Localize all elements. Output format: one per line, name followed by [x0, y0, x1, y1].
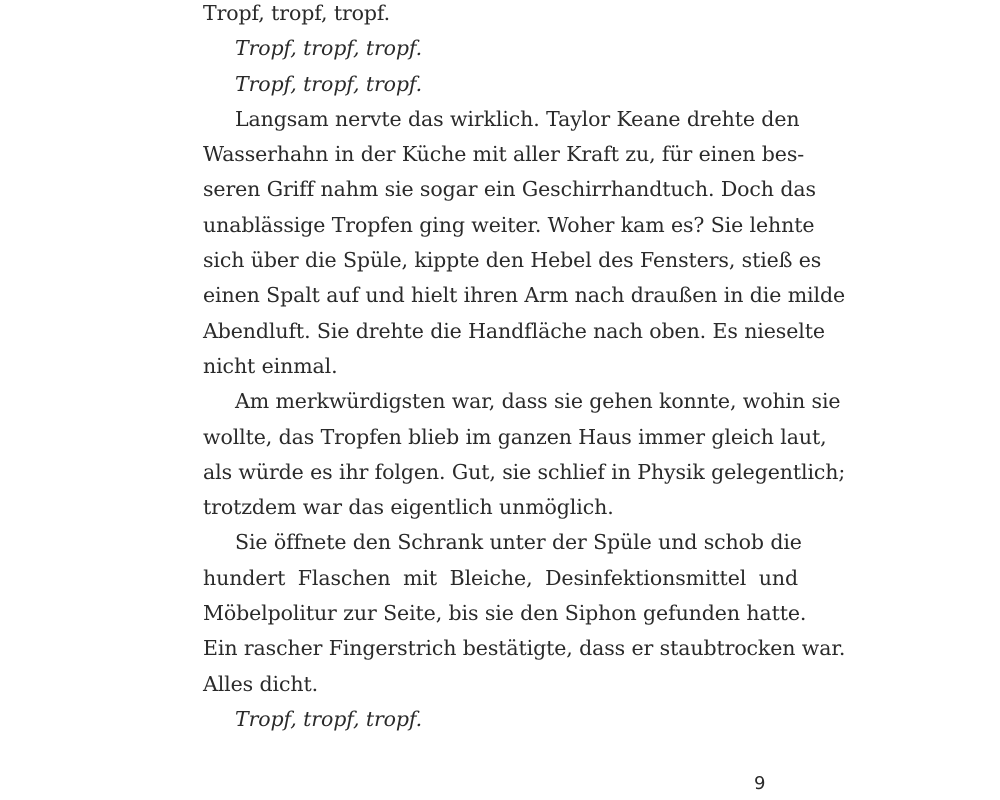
- text-line: Ein rascher Fingerstrich bestätigte, dass er staubtrocken war.: [203, 636, 846, 661]
- page-number: 9: [754, 773, 766, 794]
- text-line: Tropf, tropf, tropf.: [203, 1, 391, 25]
- text-line: Langsam nervte das wirklich. Taylor Keane drehte den: [235, 106, 800, 131]
- text-line: Tropf, tropf, tropf.: [235, 36, 423, 61]
- text-line: Tropf, tropf, tropf.: [235, 71, 423, 96]
- text-line: Tropf, tropf, tropf.: [235, 706, 423, 731]
- text-line: wollte, das Tropfen blieb im ganzen Haus immer gleich laut,: [203, 424, 827, 449]
- text-line: seren Griff nahm sie sogar ein Geschirrhandtuch. Doch das: [203, 177, 816, 202]
- text-line: Am merkwürdigsten war, dass sie gehen konnte, wohin sie: [235, 389, 841, 414]
- text-line: Sie öffnete den Schrank unter der Spüle und schob die: [235, 530, 802, 555]
- text-line: unablässige Tropfen ging weiter. Woher kam es? Sie lehnte: [203, 212, 815, 237]
- text-line: Alles dicht.: [203, 671, 319, 696]
- text-line: nicht einmal.: [203, 353, 338, 378]
- text-line: sich über die Spüle, kippte den Hebel des Fensters, stieß es: [203, 248, 822, 273]
- text-line: Wasserhahn in der Küche mit aller Kraft zu, für einen bes-: [203, 142, 805, 167]
- book-page-text: [203, 0, 846, 737]
- text-line: einen Spalt auf und hielt ihren Arm nach draußen in die milde: [203, 283, 846, 308]
- text-line: hundert Flaschen mit Bleiche, Desinfektionsmittel und: [203, 565, 798, 590]
- text-line: trotzdem war das eigentlich unmöglich.: [203, 495, 614, 520]
- text-line: Möbelpolitur zur Seite, bis sie den Siphon gefunden hatte.: [203, 601, 807, 626]
- text-line: Abendluft. Sie drehte die Handfläche nach oben. Es nieselte: [203, 318, 825, 343]
- text-line: als würde es ihr folgen. Gut, sie schlief in Physik gelegentlich;: [203, 459, 846, 484]
